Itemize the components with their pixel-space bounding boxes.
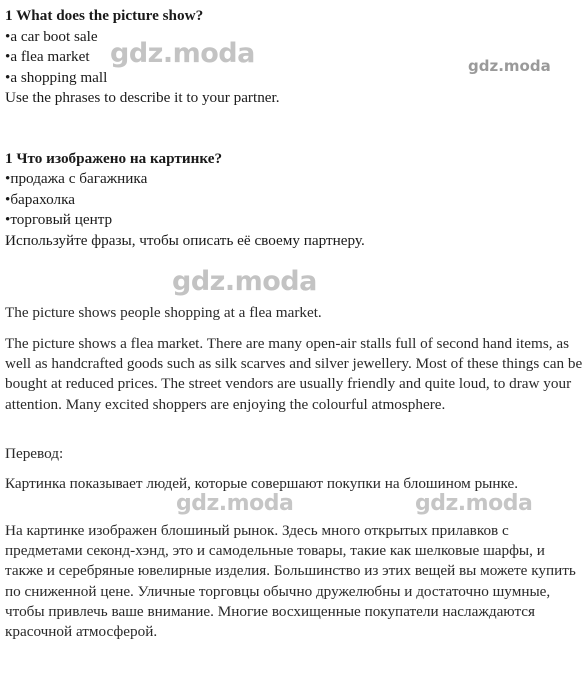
exercise-title-en: 1 What does the picture show? xyxy=(5,7,204,24)
options-list-en xyxy=(5,27,583,89)
instruction-en: Use the phrases to describe it to your partner. xyxy=(5,89,280,106)
instruction-ru: Используйте фразы, чтобы описать её своему партнеру. xyxy=(5,231,365,249)
option-item: • барахолка xyxy=(5,190,583,211)
watermark-logo: gdz.moda xyxy=(110,38,255,69)
answer-long-en: The picture shows a flea market. There are many open-air stalls full of second hand items, as well as handcrafted goods such as silk scarves and silver jewellery. Most of these things can be bought at reduced prices. The street vendors are usually friendly and quite loud, to draw your attention. Many excited shoppers are enjoying the colourful atmosphere. xyxy=(5,335,583,413)
answer-long-ru: На картинке изображен блошиный рынок. Здесь много открытых прилавков с предметами секонд-хэнд, это и самодельные товары, такие как шелковые шарфы, и также и серебряные ювелирные изделия. Большинство из этих вещей вы можете купить по сниженной цене. Уличные торговцы обычно дружелюбны и достаточно шумные, чтобы привлечь ваше внимание. Многие восхищенные покупатели наслаждаются красочной атмосферой. xyxy=(5,522,576,641)
watermark-logo: gdz.moda xyxy=(172,266,317,297)
option-item: • a shopping mall xyxy=(5,68,583,89)
watermark-logo: gdz.moda xyxy=(468,57,551,75)
option-item: • продажа с багажника xyxy=(5,169,583,190)
answer-short-en: The picture shows people shopping at a flea market. xyxy=(5,304,322,321)
option-item: • торговый центр xyxy=(5,210,583,231)
option-item: • a flea market xyxy=(5,47,583,68)
exercise-block xyxy=(5,6,583,251)
translation-label: Перевод: xyxy=(5,445,64,462)
watermark-logo: gdz.moda xyxy=(415,491,533,516)
options-list-ru xyxy=(5,169,583,231)
option-item: • a car boot sale xyxy=(5,27,583,48)
exercise-title-ru: 1 Что изображено на картинке? xyxy=(5,149,223,167)
answer-short-ru: Картинка показывает людей, которые совершают покупки на блошином рынке. xyxy=(5,475,519,492)
watermark-logo: gdz.moda xyxy=(176,491,294,516)
